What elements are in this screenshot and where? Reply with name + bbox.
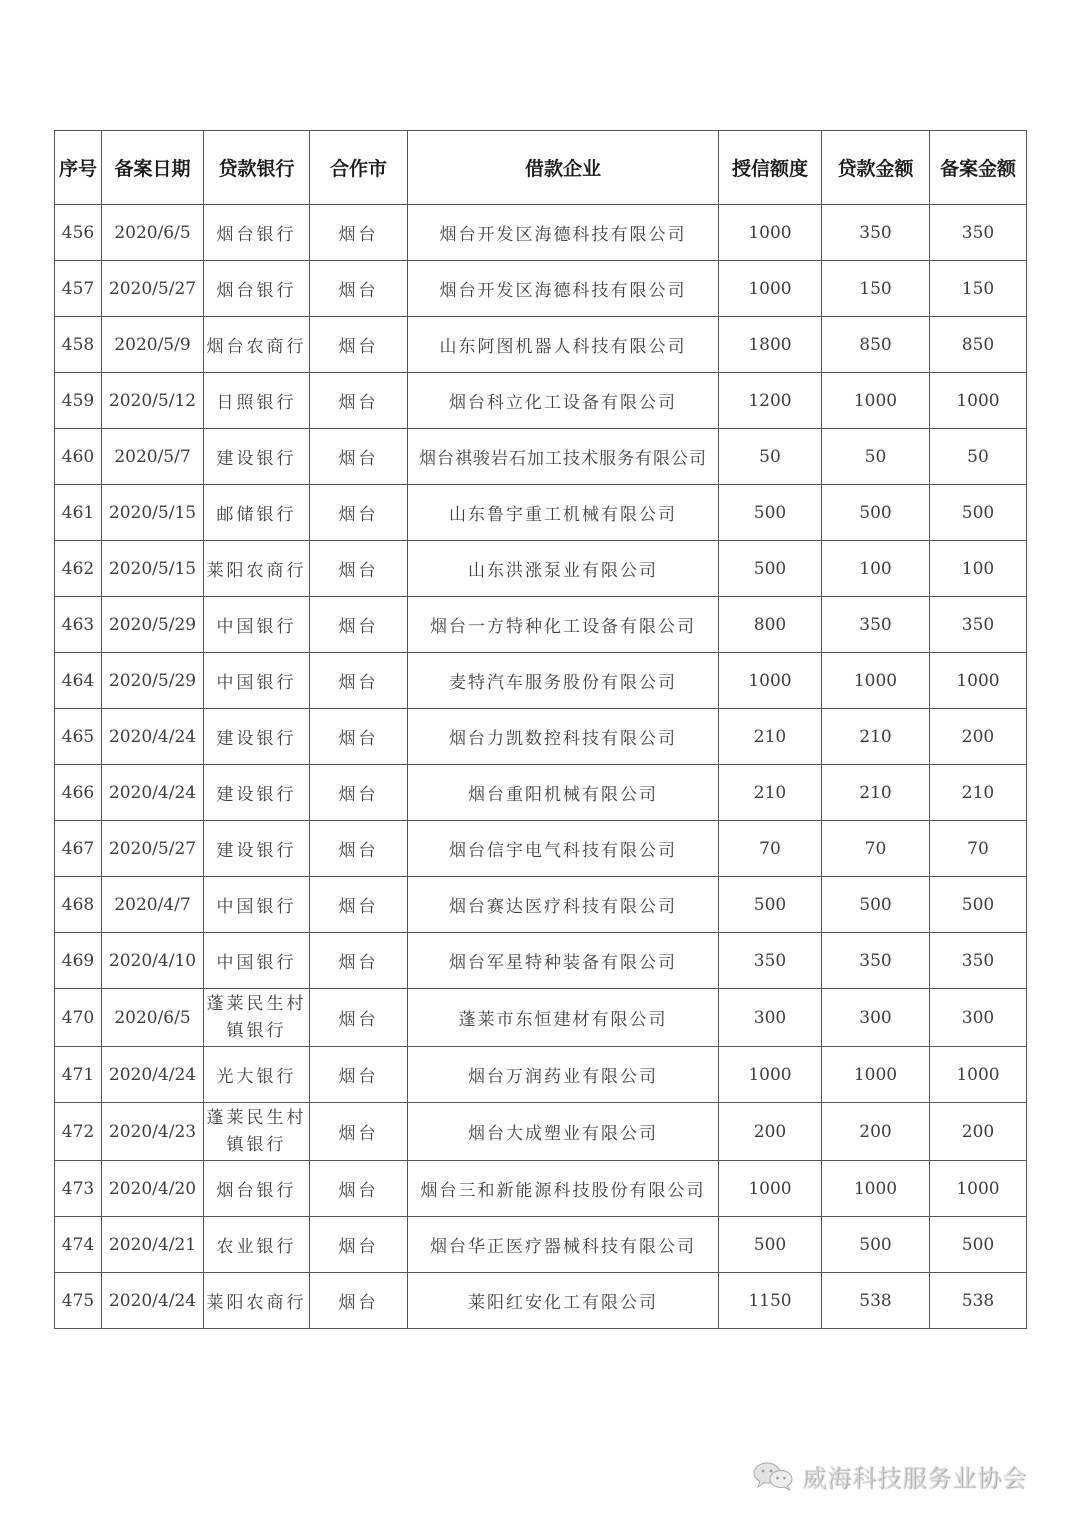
cell-credit-limit: 1000 [719,1161,822,1217]
cell-lending-bank: 烟台银行 [204,205,310,261]
table-row [55,1161,1027,1217]
watermark-text: 威海科技服务业协会 [802,1464,1027,1492]
cell-filed-amount: 350 [930,205,1027,261]
cell-serial-no: 465 [55,709,102,765]
table-row [55,541,1027,597]
cell-lending-bank: 日照银行 [204,373,310,429]
cell-filed-amount: 1000 [930,1161,1027,1217]
cell-lending-bank: 建设银行 [204,765,310,821]
cell-filing-date: 2020/5/27 [102,821,204,877]
cell-borrower-company: 烟台开发区海德科技有限公司 [408,261,719,317]
cell-loan-amount: 1000 [822,373,930,429]
cell-serial-no: 471 [55,1047,102,1103]
cell-filing-date: 2020/4/7 [102,877,204,933]
cell-partner-city: 烟台 [310,429,408,485]
cell-filing-date: 2020/5/29 [102,653,204,709]
cell-loan-amount: 300 [822,989,930,1047]
cell-loan-amount: 150 [822,261,930,317]
cell-borrower-company: 烟台重阳机械有限公司 [408,765,719,821]
table-row [55,1103,1027,1161]
cell-lending-bank: 烟台银行 [204,1161,310,1217]
cell-serial-no: 470 [55,989,102,1047]
cell-credit-limit: 500 [719,485,822,541]
cell-serial-no: 468 [55,877,102,933]
cell-credit-limit: 70 [719,821,822,877]
table-row [55,429,1027,485]
cell-partner-city: 烟台 [310,709,408,765]
cell-lending-bank: 烟台银行 [204,261,310,317]
cell-filed-amount: 70 [930,821,1027,877]
bank-name-line-2: 镇银行 [226,1020,287,1041]
table-row [55,653,1027,709]
cell-credit-limit: 500 [719,877,822,933]
table-row [55,709,1027,765]
cell-filed-amount: 1000 [930,653,1027,709]
cell-serial-no: 467 [55,821,102,877]
cell-lending-bank: 邮储银行 [204,485,310,541]
cell-filed-amount: 100 [930,541,1027,597]
cell-partner-city: 烟台 [310,653,408,709]
cell-credit-limit: 210 [719,765,822,821]
cell-filed-amount: 500 [930,485,1027,541]
cell-serial-no: 460 [55,429,102,485]
cell-partner-city: 烟台 [310,597,408,653]
cell-filed-amount: 200 [930,1103,1027,1161]
bank-name-line-1: 蓬莱民生村 [206,993,307,1014]
cell-partner-city: 烟台 [310,989,408,1047]
cell-filing-date: 2020/4/24 [102,765,204,821]
header-partner-city: 合作市 [310,131,408,205]
bank-name-line-2: 镇银行 [226,1134,287,1155]
cell-lending-bank: 光大银行 [204,1047,310,1103]
cell-lending-bank: 莱阳农商行 [204,541,310,597]
table-row [55,877,1027,933]
cell-lending-bank: 烟台农商行 [204,317,310,373]
cell-filing-date: 2020/5/15 [102,541,204,597]
header-filed-amount: 备案金额 [930,131,1027,205]
table-row [55,373,1027,429]
cell-borrower-company: 烟台万润药业有限公司 [408,1047,719,1103]
table-row [55,765,1027,821]
watermark [752,1458,1027,1493]
cell-partner-city: 烟台 [310,821,408,877]
cell-borrower-company: 山东阿图机器人科技有限公司 [408,317,719,373]
cell-loan-amount: 538 [822,1273,930,1329]
cell-serial-no: 461 [55,485,102,541]
loan-filing-table [54,130,1027,1329]
cell-serial-no: 475 [55,1273,102,1329]
cell-lending-bank: 农业银行 [204,1217,310,1273]
cell-serial-no: 456 [55,205,102,261]
cell-filed-amount: 1000 [930,373,1027,429]
cell-filing-date: 2020/4/24 [102,1273,204,1329]
cell-filing-date: 2020/4/21 [102,1217,204,1273]
cell-filing-date: 2020/6/5 [102,205,204,261]
cell-loan-amount: 500 [822,1217,930,1273]
cell-credit-limit: 1000 [719,261,822,317]
cell-partner-city: 烟台 [310,933,408,989]
cell-borrower-company: 烟台军星特种装备有限公司 [408,933,719,989]
cell-partner-city: 烟台 [310,541,408,597]
table-row [55,597,1027,653]
cell-filing-date: 2020/5/9 [102,317,204,373]
cell-filing-date: 2020/5/12 [102,373,204,429]
cell-credit-limit: 1000 [719,653,822,709]
cell-loan-amount: 200 [822,1103,930,1161]
cell-borrower-company: 烟台信宇电气科技有限公司 [408,821,719,877]
cell-lending-bank: 中国银行 [204,933,310,989]
cell-loan-amount: 1000 [822,1161,930,1217]
cell-partner-city: 烟台 [310,1047,408,1103]
cell-partner-city: 烟台 [310,765,408,821]
header-credit-limit: 授信额度 [719,131,822,205]
cell-borrower-company: 山东鲁宇重工机械有限公司 [408,485,719,541]
cell-filed-amount: 1000 [930,1047,1027,1103]
cell-partner-city: 烟台 [310,485,408,541]
cell-partner-city: 烟台 [310,373,408,429]
cell-credit-limit: 800 [719,597,822,653]
cell-filed-amount: 200 [930,709,1027,765]
cell-borrower-company: 烟台三和新能源科技股份有限公司 [408,1161,719,1217]
cell-credit-limit: 210 [719,709,822,765]
cell-credit-limit: 200 [719,1103,822,1161]
cell-lending-bank: 中国银行 [204,877,310,933]
cell-filing-date: 2020/5/15 [102,485,204,541]
cell-credit-limit: 1000 [719,1047,822,1103]
header-lending-bank: 贷款银行 [204,131,310,205]
cell-borrower-company: 烟台大成塑业有限公司 [408,1103,719,1161]
cell-borrower-company: 烟台开发区海德科技有限公司 [408,205,719,261]
header-loan-amount: 贷款金额 [822,131,930,205]
cell-credit-limit: 1150 [719,1273,822,1329]
cell-serial-no: 466 [55,765,102,821]
cell-loan-amount: 70 [822,821,930,877]
cell-loan-amount: 210 [822,709,930,765]
cell-filed-amount: 350 [930,933,1027,989]
cell-credit-limit: 1800 [719,317,822,373]
cell-serial-no: 473 [55,1161,102,1217]
cell-filing-date: 2020/4/23 [102,1103,204,1161]
cell-partner-city: 烟台 [310,1217,408,1273]
cell-serial-no: 474 [55,1217,102,1273]
cell-lending-bank: 建设银行 [204,821,310,877]
cell-loan-amount: 1000 [822,653,930,709]
cell-filing-date: 2020/5/7 [102,429,204,485]
header-serial-no: 序号 [55,131,102,205]
table-header-row [55,131,1027,205]
cell-lending-bank: 建设银行 [204,429,310,485]
cell-partner-city: 烟台 [310,261,408,317]
cell-loan-amount: 850 [822,317,930,373]
table-row [55,1217,1027,1273]
table-row [55,933,1027,989]
cell-borrower-company: 莱阳红安化工有限公司 [408,1273,719,1329]
cell-credit-limit: 1200 [719,373,822,429]
cell-credit-limit: 500 [719,1217,822,1273]
cell-filed-amount: 850 [930,317,1027,373]
cell-lending-bank [204,989,310,1047]
cell-filing-date: 2020/4/10 [102,933,204,989]
cell-lending-bank: 中国银行 [204,597,310,653]
cell-borrower-company: 烟台科立化工设备有限公司 [408,373,719,429]
cell-filed-amount: 210 [930,765,1027,821]
cell-partner-city: 烟台 [310,877,408,933]
cell-borrower-company: 烟台祺骏岩石加工技术服务有限公司 [408,429,719,485]
table-row [55,205,1027,261]
cell-filing-date: 2020/4/24 [102,709,204,765]
cell-credit-limit: 50 [719,429,822,485]
cell-loan-amount: 50 [822,429,930,485]
cell-lending-bank: 中国银行 [204,653,310,709]
cell-loan-amount: 100 [822,541,930,597]
cell-loan-amount: 350 [822,205,930,261]
cell-serial-no: 459 [55,373,102,429]
table-row [55,485,1027,541]
cell-lending-bank [204,1103,310,1161]
cell-filing-date: 2020/5/29 [102,597,204,653]
cell-credit-limit: 350 [719,933,822,989]
cell-serial-no: 469 [55,933,102,989]
cell-lending-bank: 建设银行 [204,709,310,765]
cell-filing-date: 2020/4/24 [102,1047,204,1103]
cell-filed-amount: 150 [930,261,1027,317]
table-row [55,821,1027,877]
cell-filed-amount: 350 [930,597,1027,653]
cell-partner-city: 烟台 [310,1273,408,1329]
cell-filed-amount: 50 [930,429,1027,485]
cell-partner-city: 烟台 [310,317,408,373]
cell-loan-amount: 210 [822,765,930,821]
cell-partner-city: 烟台 [310,205,408,261]
cell-loan-amount: 1000 [822,1047,930,1103]
table-row [55,1047,1027,1103]
cell-serial-no: 472 [55,1103,102,1161]
cell-filing-date: 2020/5/27 [102,261,204,317]
table-row [55,989,1027,1047]
cell-filed-amount: 500 [930,1217,1027,1273]
cell-borrower-company: 烟台赛达医疗科技有限公司 [408,877,719,933]
cell-filing-date: 2020/6/5 [102,989,204,1047]
cell-borrower-company: 烟台力凯数控科技有限公司 [408,709,719,765]
cell-serial-no: 462 [55,541,102,597]
header-borrower-company: 借款企业 [408,131,719,205]
bank-name-line-1: 蓬莱民生村 [206,1107,307,1128]
cell-credit-limit: 500 [719,541,822,597]
cell-loan-amount: 350 [822,597,930,653]
cell-borrower-company: 烟台一方特种化工设备有限公司 [408,597,719,653]
cell-filed-amount: 300 [930,989,1027,1047]
cell-filed-amount: 500 [930,877,1027,933]
cell-borrower-company: 蓬莱市东恒建材有限公司 [408,989,719,1047]
table-row [55,261,1027,317]
cell-credit-limit: 300 [719,989,822,1047]
cell-loan-amount: 350 [822,933,930,989]
cell-partner-city: 烟台 [310,1161,408,1217]
cell-partner-city: 烟台 [310,1103,408,1161]
wechat-icon [752,1461,796,1491]
cell-serial-no: 458 [55,317,102,373]
cell-serial-no: 457 [55,261,102,317]
table-row [55,1273,1027,1329]
cell-borrower-company: 麦特汽车服务股份有限公司 [408,653,719,709]
cell-serial-no: 463 [55,597,102,653]
cell-filing-date: 2020/4/20 [102,1161,204,1217]
cell-borrower-company: 山东洪涨泵业有限公司 [408,541,719,597]
cell-loan-amount: 500 [822,485,930,541]
cell-serial-no: 464 [55,653,102,709]
table-row [55,317,1027,373]
cell-lending-bank: 莱阳农商行 [204,1273,310,1329]
cell-loan-amount: 500 [822,877,930,933]
cell-borrower-company: 烟台华正医疗器械科技有限公司 [408,1217,719,1273]
header-filing-date: 备案日期 [102,131,204,205]
cell-filed-amount: 538 [930,1273,1027,1329]
cell-credit-limit: 1000 [719,205,822,261]
